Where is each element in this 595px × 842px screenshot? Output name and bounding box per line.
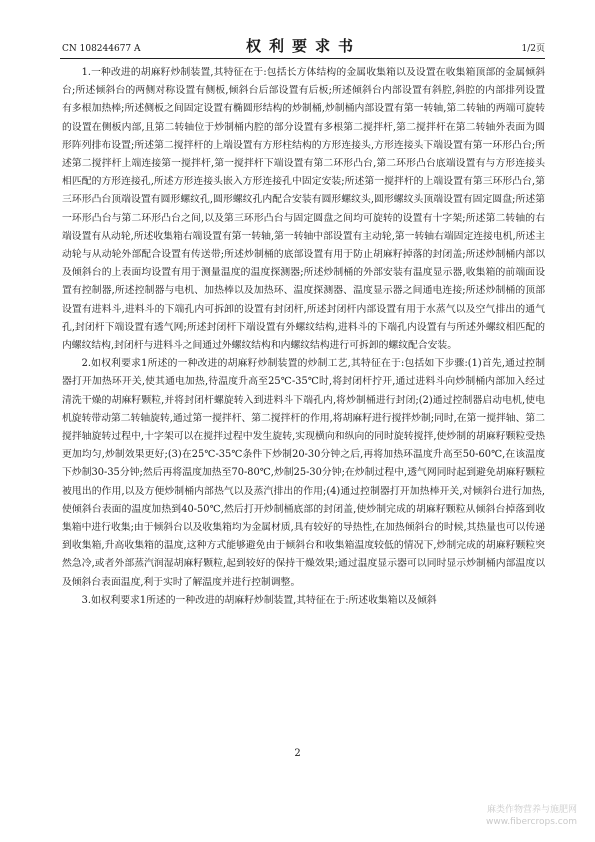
claim-1: 1.一种改进的胡麻籽炒制装置,其特征在于:包括长方体结构的金属收集箱以及设置在收集箱顶部的金属倾斜台;所述倾斜台的两侧对称设置有侧板,倾斜台后部设置有后板;所述倾斜台内部设置有斜腔,斜腔的内部排列设置有多根加热棒;所述侧板之间固定设置有椭圆形结构的炒制桶,炒制桶内部设置有第一转轴,第二转轴的两端可旋转的设置在侧板内部,且第二转轴位于炒制桶内腔的部分设置有多根第二搅拌杆,第二搅拌杆在第二转轴外表面为圆形阵列排布设置;所述第二搅拌杆的上端设置有方形柱结构的方形连接头,方形连接头下端设置有第一环形凸台;所述第二搅拌杆上端连接第一搅拌杆,第一搅拌杆下端设置有第二环形凸台,第二环形凸台底端设置有与方形连接头相匹配的方形连接孔,所述方形连接头嵌入方形连接孔中固定安装;所述第一搅拌杆的上端设置有第三环形凸台,第三环形凸台顶端设置有圆形螺纹孔,圆形螺纹孔内配合安装有圆形螺纹头,圆形螺纹头顶端设置有固定圆盘;所述第一环形凸台与第二环形凸台之间,以及第三环形凸台与固定圆盘之间均可旋转的设置有十字架;所述第二转轴的右端设置有从动轮,所述收集箱右端设置有第一转轴,第一转轴中部设置有主动轮,第一转轴右端固定连接电机,所述主动轮与从动轮外部配合设置有传送带;所述炒制桶的底部设置有用于防止胡麻籽掉落的封闭盖;所述炒制桶内部以及倾斜台的上表面均设置有用于测量温度的温度探测器;所述炒制桶的外部安装有温度显示器,收集箱的前端面设置有控制器,所述控制器与电机、加热棒以及加热环、温度探测器、温度显示器之间通电连接;所述炒制桶的顶部设置有进料斗,进料斗的下端孔内可拆卸的设置有封闭杆,所述封闭杆内部设置有用于水蒸气以及空气排出的通气孔,封闭杆下端设置有透气网;所述封闭杆下端设置有外螺纹结构,进料斗的下端孔内设置有与所述外螺纹相匹配的内螺纹结构,封闭杆与进料斗之间通过外螺纹结构和内螺纹结构进行可拆卸的螺纹配合安装。 bbox=[62, 67, 545, 352]
header-divider bbox=[60, 58, 545, 59]
page-header bbox=[62, 36, 545, 58]
site-watermark bbox=[486, 804, 577, 828]
watermark-url: www.fibercrops.com bbox=[486, 817, 577, 827]
page-number: 2 bbox=[294, 748, 301, 759]
claim-2: 2.如权利要求1所述的一种改进的胡麻籽炒制装置的炒制工艺,其特征在于:包括如下步骤:(1)首先,通过控制器打开加热环开关,使其通电加热,待温度升高至25℃-35℃时,将封闭杆拧开,通过进料斗向炒制桶内部加入经过清洗干燥的胡麻籽颗粒,并将封闭杆螺旋转入到进料斗下端孔内,将炒制桶进行封闭;(2)通过控制器启动电机,使电机旋转带动第二转轴旋转,通过第一搅拌杆、第二搅拌杆的作用,将胡麻籽进行搅拌炒制;同时,在第一搅拌轴、第二搅拌轴旋转过程中,十字架可以在搅拌过程中发生旋转,实现横向和纵向的同时旋转搅拌,使炒制的胡麻籽颗粒受热更加均匀,炒制效果更好;(3)在25℃-35℃条件下炒制20-30分钟之后,再将加热环温度升高至50-60℃,在该温度下炒制30-35分钟;然后再将温度加热至70-80℃,炒制25-30分钟;在炒制过程中,透气网同时起到避免胡麻籽颗粒被甩出的作用,以及方便炒制桶内部热气以及蒸汽排出的作用;(4)通过控制器打开加热棒开关,对倾斜台进行加热,使倾斜台表面的温度加热到40-50℃,然后打开炒制桶底部的封闭盖,使炒制完成的胡麻籽颗粒从倾斜台掉落到收集箱中进行收集;由于倾斜台以及收集箱均为金属材质,具有较好的导热性,在加热倾斜台的时候,其热量也可以传递到收集箱,升高收集箱的温度,这种方式能够避免由于倾斜台和收集箱温度较低的情况下,炒制完成的胡麻籽颗粒突然急冷,或者外部蒸汽润湿胡麻籽颗粒,起到较好的保持干燥效果;通过温度显示器可以同时显示炒制桶内部温度以及倾斜台表面温度,利于实时了解温度并进行控制调整。 bbox=[62, 358, 545, 588]
watermark-name: 麻类作物营养与施肥网 bbox=[486, 805, 577, 815]
page-title: 权利要求书 bbox=[245, 37, 361, 55]
claim-3: 3.如权利要求1所述的一种改进的胡麻籽炒制装置,其特征在于:所述收集箱以及倾斜 bbox=[81, 594, 437, 606]
document-id: CN 108244677 A bbox=[62, 44, 141, 54]
claims-body bbox=[62, 64, 545, 610]
page-indicator: 1/2页 bbox=[521, 44, 545, 54]
